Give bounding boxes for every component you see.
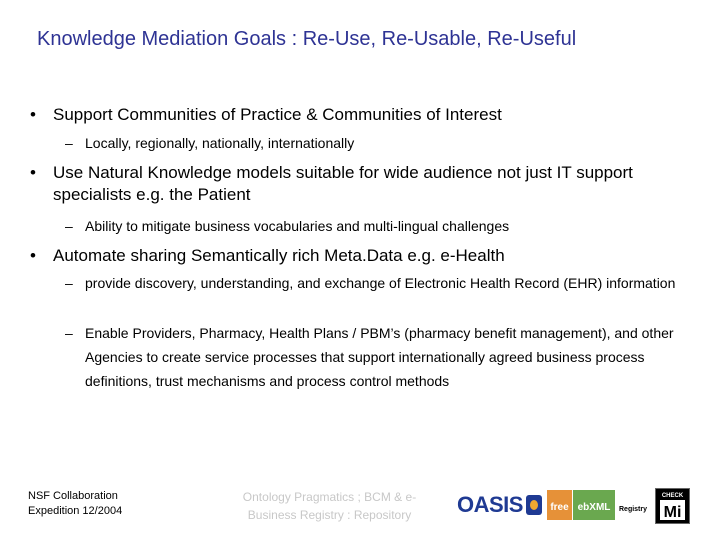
oasis-logo — [457, 492, 542, 518]
footer-left — [28, 489, 122, 519]
footer-left-line: Expedition 12/2004 — [28, 505, 123, 517]
bullet-marker: • — [30, 163, 36, 182]
sub-bullet-text: provide discovery, understanding, and exchange of Electronic Health Record (EHR) information — [85, 275, 676, 291]
dash-marker: – — [65, 325, 73, 341]
freebxml-logo — [547, 487, 647, 523]
sub-bullet-text: Ability to mitigate business vocabularies and multi-lingual challenges — [85, 218, 510, 234]
dash-marker: – — [65, 218, 73, 234]
check-logo-mark: Mi — [663, 504, 682, 521]
bullet-text: Use Natural Knowledge models suitable for wide audience not just IT support specialists e.g. the Patient — [53, 163, 633, 204]
footer-center-line: Ontology Pragmatics ; BCM & e- — [242, 490, 417, 504]
freebxml-registry-text: Registry — [619, 506, 647, 513]
footer-center — [222, 488, 437, 524]
dash-marker: – — [65, 275, 73, 291]
oasis-mark-icon — [526, 495, 542, 515]
bullet-marker: • — [30, 246, 36, 265]
oasis-logo-text: OASIS — [457, 492, 523, 517]
freebxml-free-text: free — [550, 502, 569, 513]
bullet-marker: • — [30, 105, 36, 124]
footer-left-line: NSF Collaboration — [28, 490, 118, 502]
bullet-text: Support Communities of Practice & Communities of Interest — [53, 105, 502, 124]
dash-marker: – — [65, 135, 73, 151]
footer-center-line: Business Registry : Repository — [247, 508, 412, 522]
sub-bullet-text: Enable Providers, Pharmacy, Health Plans / PBM’s (pharmacy benefit management), and other Agencies to create service processes that support internationally agreed business process definitions, trust mechanisms and process control methods — [85, 325, 674, 389]
sub-bullet-text: Locally, regionally, nationally, internationally — [85, 135, 355, 151]
freebxml-ebxml-text: ebXML — [577, 502, 611, 513]
check-logo-word: CHECK — [661, 493, 684, 499]
check-mi-logo — [655, 488, 690, 524]
slide-title: Knowledge Mediation Goals : Re-Use, Re-Usable, Re-Useful — [37, 28, 577, 50]
bullet-text: Automate sharing Semantically rich Meta.Data e.g. e-Health — [53, 246, 505, 265]
